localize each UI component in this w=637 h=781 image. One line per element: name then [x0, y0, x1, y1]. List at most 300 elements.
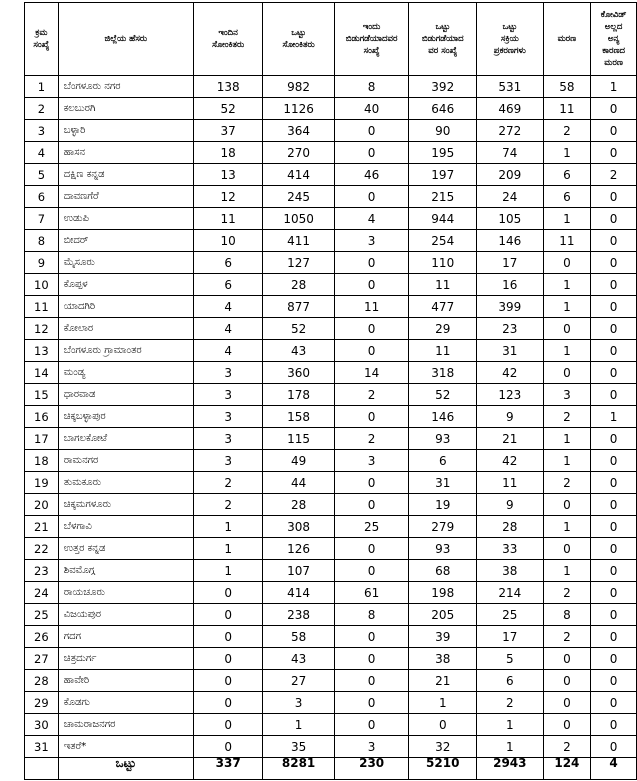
header-total-cases: ಒಟ್ಟು ಸೋಂಕಿತರು: [263, 3, 334, 76]
cell-district-name: ತುಮಕೂರು: [58, 472, 193, 494]
cell-today-discharged: 3: [334, 736, 409, 758]
cell-deaths: 2: [543, 582, 591, 604]
table-row: [25, 560, 637, 582]
district-covid-table: [24, 2, 637, 780]
cell-non-covid-deaths: 0: [591, 384, 637, 406]
table-row: [25, 274, 637, 296]
cell-active-cases: 42: [477, 450, 544, 472]
cell-deaths: 1: [543, 450, 591, 472]
table-row: [25, 76, 637, 98]
table-row: [25, 670, 637, 692]
cell-today-cases: 0: [193, 626, 262, 648]
cell-total-cases: 178: [263, 384, 334, 406]
cell-deaths: 1: [543, 428, 591, 450]
cell-total-discharged: 11: [409, 340, 477, 362]
table-row: [25, 582, 637, 604]
cell-deaths: 1: [543, 560, 591, 582]
cell-district-name: ಬಳ್ಳಾರಿ: [58, 120, 193, 142]
cell-total-cases: 49: [263, 450, 334, 472]
cell-total-discharged: 197: [409, 164, 477, 186]
cell-non-covid-deaths: 1: [591, 76, 637, 98]
cell-today-discharged: 3: [334, 230, 409, 252]
cell-today-discharged: 11: [334, 296, 409, 318]
cell-non-covid-deaths: 0: [591, 670, 637, 692]
cell-sl-no: 15: [25, 384, 59, 406]
header-total-discharged: ಒಟ್ಟು ಬಿಡುಗಡೆಯಾದ ವರ ಸಂಖ್ಯೆ: [409, 3, 477, 76]
cell-non-covid-deaths: 0: [591, 560, 637, 582]
cell-deaths: 3: [543, 384, 591, 406]
cell-deaths: 2: [543, 406, 591, 428]
cell-today-cases: 4: [193, 340, 262, 362]
cell-sl-no: 4: [25, 142, 59, 164]
cell-sl-no: 19: [25, 472, 59, 494]
cell-non-covid-deaths: 0: [591, 450, 637, 472]
cell-total-discharged: 39: [409, 626, 477, 648]
cell-total-discharged: 32: [409, 736, 477, 758]
cell-today-cases: 3: [193, 384, 262, 406]
cell-today-cases: 1: [193, 516, 262, 538]
cell-total-discharged: 318: [409, 362, 477, 384]
cell-total-cases: 877: [263, 296, 334, 318]
cell-total-discharged: 279: [409, 516, 477, 538]
cell-today-discharged: 0: [334, 142, 409, 164]
cell-district-name: ಕೊಪ್ಪಳ: [58, 274, 193, 296]
cell-today-cases: 0: [193, 670, 262, 692]
cell-today-discharged: 40: [334, 98, 409, 120]
table-row: [25, 296, 637, 318]
table-row: [25, 362, 637, 384]
cell-sl-no: 31: [25, 736, 59, 758]
table-row: [25, 428, 637, 450]
cell-district-name: ದಕ್ಷಿಣ ಕನ್ನಡ: [58, 164, 193, 186]
table-row: [25, 120, 637, 142]
table-row: [25, 648, 637, 670]
cell-today-discharged: 0: [334, 692, 409, 714]
cell-today-discharged: 0: [334, 252, 409, 274]
cell-today-cases: 12: [193, 186, 262, 208]
cell-active-cases: 42: [477, 362, 544, 384]
cell-active-cases: 31: [477, 340, 544, 362]
cell-sl-no: 22: [25, 538, 59, 560]
header-district-name: ಜಿಲ್ಲೆಯ ಹೆಸರು: [58, 3, 193, 76]
cell-today-discharged: 8: [334, 76, 409, 98]
total-total-discharged: 5210: [409, 758, 477, 780]
cell-district-name: ಚಿಕ್ಕಮಗಳೂರು: [58, 494, 193, 516]
table-row: [25, 626, 637, 648]
cell-today-discharged: 61: [334, 582, 409, 604]
cell-today-cases: 3: [193, 428, 262, 450]
cell-today-cases: 2: [193, 494, 262, 516]
cell-sl-no: 16: [25, 406, 59, 428]
table-row: [25, 230, 637, 252]
cell-total-discharged: 29: [409, 318, 477, 340]
cell-district-name: ಬೆಂಗಳೂರು ಗ್ರಾಮಾಂತರ: [58, 340, 193, 362]
cell-total-discharged: 52: [409, 384, 477, 406]
cell-today-discharged: 0: [334, 670, 409, 692]
cell-today-discharged: 0: [334, 340, 409, 362]
cell-total-discharged: 110: [409, 252, 477, 274]
cell-district-name: ಉತ್ತರ ಕನ್ನಡ: [58, 538, 193, 560]
cell-total-discharged: 215: [409, 186, 477, 208]
table-row: [25, 516, 637, 538]
cell-today-discharged: 14: [334, 362, 409, 384]
cell-deaths: 6: [543, 164, 591, 186]
header-row: [25, 3, 637, 76]
cell-total-cases: 1050: [263, 208, 334, 230]
cell-total-discharged: 1: [409, 692, 477, 714]
cell-total-discharged: 195: [409, 142, 477, 164]
cell-today-discharged: 46: [334, 164, 409, 186]
cell-total-discharged: 93: [409, 538, 477, 560]
table-row: [25, 164, 637, 186]
cell-deaths: 0: [543, 362, 591, 384]
cell-deaths: 1: [543, 274, 591, 296]
cell-total-cases: 270: [263, 142, 334, 164]
cell-district-name: ಶಿವಮೊಗ್ಗ: [58, 560, 193, 582]
cell-sl-no: 23: [25, 560, 59, 582]
cell-non-covid-deaths: 0: [591, 318, 637, 340]
cell-total-cases: 158: [263, 406, 334, 428]
cell-total-discharged: 944: [409, 208, 477, 230]
cell-total-cases: 28: [263, 274, 334, 296]
cell-total-cases: 58: [263, 626, 334, 648]
cell-sl-no: 3: [25, 120, 59, 142]
cell-sl-no: 10: [25, 274, 59, 296]
cell-active-cases: 17: [477, 626, 544, 648]
cell-active-cases: 6: [477, 670, 544, 692]
cell-total-cases: 127: [263, 252, 334, 274]
cell-active-cases: 105: [477, 208, 544, 230]
cell-today-cases: 52: [193, 98, 262, 120]
cell-total-cases: 245: [263, 186, 334, 208]
cell-district-name: ಕಲಬುರಗಿ: [58, 98, 193, 120]
cell-deaths: 11: [543, 98, 591, 120]
cell-total-discharged: 146: [409, 406, 477, 428]
cell-non-covid-deaths: 0: [591, 362, 637, 384]
cell-today-cases: 0: [193, 692, 262, 714]
table-row: [25, 714, 637, 736]
cell-sl-no: 2: [25, 98, 59, 120]
table-row: [25, 604, 637, 626]
cell-active-cases: 1: [477, 736, 544, 758]
cell-today-cases: 4: [193, 318, 262, 340]
cell-active-cases: 2: [477, 692, 544, 714]
cell-district-name: ಚಿತ್ರದುರ್ಗ: [58, 648, 193, 670]
cell-deaths: 2: [543, 626, 591, 648]
cell-total-cases: 982: [263, 76, 334, 98]
cell-deaths: 1: [543, 296, 591, 318]
cell-active-cases: 17: [477, 252, 544, 274]
cell-today-cases: 3: [193, 406, 262, 428]
cell-active-cases: 9: [477, 406, 544, 428]
cell-deaths: 0: [543, 252, 591, 274]
header-non-covid-deaths: ಕೋವಿಡ್ ಅಲ್ಲದ ಅನ್ಯ ಕಾರಣದ ಮರಣ: [591, 3, 637, 76]
cell-total-cases: 414: [263, 582, 334, 604]
cell-non-covid-deaths: 0: [591, 296, 637, 318]
cell-deaths: 0: [543, 692, 591, 714]
cell-district-name: ಇತರೆ*: [58, 736, 193, 758]
cell-total-cases: 238: [263, 604, 334, 626]
cell-deaths: 2: [543, 120, 591, 142]
table-row: [25, 186, 637, 208]
cell-active-cases: 9: [477, 494, 544, 516]
cell-non-covid-deaths: 0: [591, 428, 637, 450]
table-row: [25, 450, 637, 472]
cell-district-name: ಬಾಗಲಕೋಟೆ: [58, 428, 193, 450]
cell-active-cases: 16: [477, 274, 544, 296]
cell-today-cases: 6: [193, 252, 262, 274]
cell-district-name: ಮಂಡ್ಯ: [58, 362, 193, 384]
cell-non-covid-deaths: 1: [591, 406, 637, 428]
cell-today-cases: 2: [193, 472, 262, 494]
table-row: [25, 538, 637, 560]
cell-deaths: 11: [543, 230, 591, 252]
cell-deaths: 0: [543, 714, 591, 736]
header-deaths: ಮರಣ: [543, 3, 591, 76]
cell-total-discharged: 21: [409, 670, 477, 692]
cell-today-cases: 0: [193, 582, 262, 604]
cell-deaths: 0: [543, 648, 591, 670]
cell-non-covid-deaths: 0: [591, 626, 637, 648]
cell-today-discharged: 0: [334, 560, 409, 582]
cell-district-name: ಕೊಡಗು: [58, 692, 193, 714]
cell-district-name: ಗದಗ: [58, 626, 193, 648]
cell-sl-no: 26: [25, 626, 59, 648]
cell-district-name: ಮೈಸೂರು: [58, 252, 193, 274]
cell-today-discharged: 0: [334, 186, 409, 208]
cell-sl-no: 12: [25, 318, 59, 340]
cell-active-cases: 28: [477, 516, 544, 538]
cell-deaths: 8: [543, 604, 591, 626]
cell-deaths: 1: [543, 516, 591, 538]
cell-non-covid-deaths: 0: [591, 208, 637, 230]
cell-district-name: ವಿಜಯಪುರ: [58, 604, 193, 626]
cell-active-cases: 5: [477, 648, 544, 670]
cell-district-name: ಹಾಸನ: [58, 142, 193, 164]
cell-non-covid-deaths: 0: [591, 120, 637, 142]
cell-total-cases: 308: [263, 516, 334, 538]
cell-total-cases: 43: [263, 648, 334, 670]
header-today-cases: ಇಂದಿನ ಸೋಂಕಿತರು: [193, 3, 262, 76]
cell-today-cases: 138: [193, 76, 262, 98]
cell-non-covid-deaths: 0: [591, 648, 637, 670]
cell-total-cases: 1: [263, 714, 334, 736]
cell-total-discharged: 6: [409, 450, 477, 472]
cell-total-discharged: 90: [409, 120, 477, 142]
cell-deaths: 2: [543, 472, 591, 494]
cell-today-discharged: 0: [334, 406, 409, 428]
cell-total-cases: 364: [263, 120, 334, 142]
cell-sl-no: 7: [25, 208, 59, 230]
cell-today-cases: 13: [193, 164, 262, 186]
cell-district-name: ಬೀದರ್: [58, 230, 193, 252]
cell-today-discharged: 8: [334, 604, 409, 626]
cell-active-cases: 25: [477, 604, 544, 626]
cell-today-discharged: 2: [334, 384, 409, 406]
cell-today-discharged: 0: [334, 626, 409, 648]
cell-total-cases: 44: [263, 472, 334, 494]
cell-today-discharged: 0: [334, 538, 409, 560]
cell-active-cases: 272: [477, 120, 544, 142]
cell-sl-no: 11: [25, 296, 59, 318]
cell-deaths: 1: [543, 208, 591, 230]
table-row: [25, 692, 637, 714]
total-today-discharged: 230: [334, 758, 409, 780]
cell-deaths: 1: [543, 340, 591, 362]
cell-deaths: 1: [543, 142, 591, 164]
cell-active-cases: 209: [477, 164, 544, 186]
cell-today-cases: 6: [193, 274, 262, 296]
cell-sl-no: 17: [25, 428, 59, 450]
cell-active-cases: 24: [477, 186, 544, 208]
cell-today-discharged: 0: [334, 648, 409, 670]
cell-deaths: 2: [543, 736, 591, 758]
cell-total-discharged: 93: [409, 428, 477, 450]
cell-district-name: ಚಿಕ್ಕಬಳ್ಳಾಪುರ: [58, 406, 193, 428]
cell-total-discharged: 646: [409, 98, 477, 120]
total-district-name: ಒಟ್ಟು: [58, 758, 193, 780]
cell-total-discharged: 19: [409, 494, 477, 516]
cell-deaths: 0: [543, 318, 591, 340]
cell-active-cases: 74: [477, 142, 544, 164]
cell-today-cases: 0: [193, 604, 262, 626]
cell-today-cases: 37: [193, 120, 262, 142]
cell-active-cases: 146: [477, 230, 544, 252]
cell-total-discharged: 254: [409, 230, 477, 252]
cell-sl-no: 30: [25, 714, 59, 736]
cell-active-cases: 21: [477, 428, 544, 450]
total-non-covid-deaths: 4: [591, 758, 637, 780]
cell-non-covid-deaths: 0: [591, 186, 637, 208]
cell-total-cases: 3: [263, 692, 334, 714]
cell-today-discharged: 4: [334, 208, 409, 230]
table-row: [25, 318, 637, 340]
cell-total-cases: 126: [263, 538, 334, 560]
table-row: [25, 472, 637, 494]
cell-non-covid-deaths: 0: [591, 252, 637, 274]
cell-today-cases: 18: [193, 142, 262, 164]
header-today-discharged: ಇಂದು ಬಿಡುಗಡೆಯಾದವರ ಸಂಖ್ಯೆ: [334, 3, 409, 76]
cell-today-cases: 3: [193, 450, 262, 472]
total-row: [25, 758, 637, 780]
cell-total-cases: 28: [263, 494, 334, 516]
cell-today-discharged: 3: [334, 450, 409, 472]
table-row: [25, 142, 637, 164]
cell-total-discharged: 68: [409, 560, 477, 582]
cell-today-cases: 11: [193, 208, 262, 230]
cell-total-cases: 52: [263, 318, 334, 340]
cell-total-discharged: 38: [409, 648, 477, 670]
cell-today-discharged: 0: [334, 274, 409, 296]
cell-today-cases: 0: [193, 736, 262, 758]
cell-total-cases: 35: [263, 736, 334, 758]
cell-total-cases: 1126: [263, 98, 334, 120]
cell-total-discharged: 0: [409, 714, 477, 736]
total-sl-no: [25, 758, 59, 780]
table-row: [25, 384, 637, 406]
cell-sl-no: 21: [25, 516, 59, 538]
cell-today-cases: 3: [193, 362, 262, 384]
cell-today-discharged: 25: [334, 516, 409, 538]
cell-today-cases: 4: [193, 296, 262, 318]
cell-district-name: ರಾಯಚೂರು: [58, 582, 193, 604]
table-row: [25, 208, 637, 230]
cell-non-covid-deaths: 0: [591, 494, 637, 516]
cell-non-covid-deaths: 0: [591, 472, 637, 494]
table-row: [25, 340, 637, 362]
cell-sl-no: 13: [25, 340, 59, 362]
cell-total-discharged: 392: [409, 76, 477, 98]
cell-today-cases: 1: [193, 560, 262, 582]
cell-non-covid-deaths: 0: [591, 714, 637, 736]
cell-sl-no: 20: [25, 494, 59, 516]
cell-non-covid-deaths: 0: [591, 538, 637, 560]
total-today-cases: 337: [193, 758, 262, 780]
cell-sl-no: 5: [25, 164, 59, 186]
cell-total-cases: 411: [263, 230, 334, 252]
cell-sl-no: 9: [25, 252, 59, 274]
cell-active-cases: 214: [477, 582, 544, 604]
cell-active-cases: 23: [477, 318, 544, 340]
table-row: [25, 98, 637, 120]
cell-deaths: 0: [543, 670, 591, 692]
cell-sl-no: 14: [25, 362, 59, 384]
cell-district-name: ಬೆಂಗಳೂರು ನಗರ: [58, 76, 193, 98]
cell-non-covid-deaths: 0: [591, 582, 637, 604]
table-row: [25, 736, 637, 758]
cell-total-cases: 107: [263, 560, 334, 582]
cell-today-discharged: 0: [334, 318, 409, 340]
cell-sl-no: 18: [25, 450, 59, 472]
cell-district-name: ಬೆಳಗಾವಿ: [58, 516, 193, 538]
cell-sl-no: 28: [25, 670, 59, 692]
cell-active-cases: 531: [477, 76, 544, 98]
cell-non-covid-deaths: 0: [591, 736, 637, 758]
cell-today-cases: 0: [193, 648, 262, 670]
table-row: [25, 494, 637, 516]
cell-total-cases: 360: [263, 362, 334, 384]
cell-total-discharged: 11: [409, 274, 477, 296]
cell-non-covid-deaths: 0: [591, 274, 637, 296]
header-sl-no: ಕ್ರಮ ಸಂಖ್ಯೆ: [25, 3, 59, 76]
cell-total-cases: 27: [263, 670, 334, 692]
cell-total-discharged: 31: [409, 472, 477, 494]
total-deaths: 124: [543, 758, 591, 780]
cell-district-name: ಧಾರವಾಡ: [58, 384, 193, 406]
cell-district-name: ಉಡುಪಿ: [58, 208, 193, 230]
cell-sl-no: 25: [25, 604, 59, 626]
cell-district-name: ದಾವಣಗೆರೆ: [58, 186, 193, 208]
cell-total-cases: 43: [263, 340, 334, 362]
cell-sl-no: 27: [25, 648, 59, 670]
cell-district-name: ಯಾದಗಿರಿ: [58, 296, 193, 318]
cell-total-cases: 414: [263, 164, 334, 186]
cell-sl-no: 29: [25, 692, 59, 714]
cell-today-cases: 10: [193, 230, 262, 252]
cell-non-covid-deaths: 0: [591, 516, 637, 538]
cell-total-discharged: 477: [409, 296, 477, 318]
cell-total-discharged: 205: [409, 604, 477, 626]
table-row: [25, 406, 637, 428]
cell-deaths: 6: [543, 186, 591, 208]
cell-non-covid-deaths: 0: [591, 604, 637, 626]
cell-today-cases: 1: [193, 538, 262, 560]
cell-district-name: ಕೋಲಾರ: [58, 318, 193, 340]
cell-district-name: ರಾಮನಗರ: [58, 450, 193, 472]
cell-today-discharged: 2: [334, 428, 409, 450]
cell-sl-no: 24: [25, 582, 59, 604]
cell-sl-no: 6: [25, 186, 59, 208]
